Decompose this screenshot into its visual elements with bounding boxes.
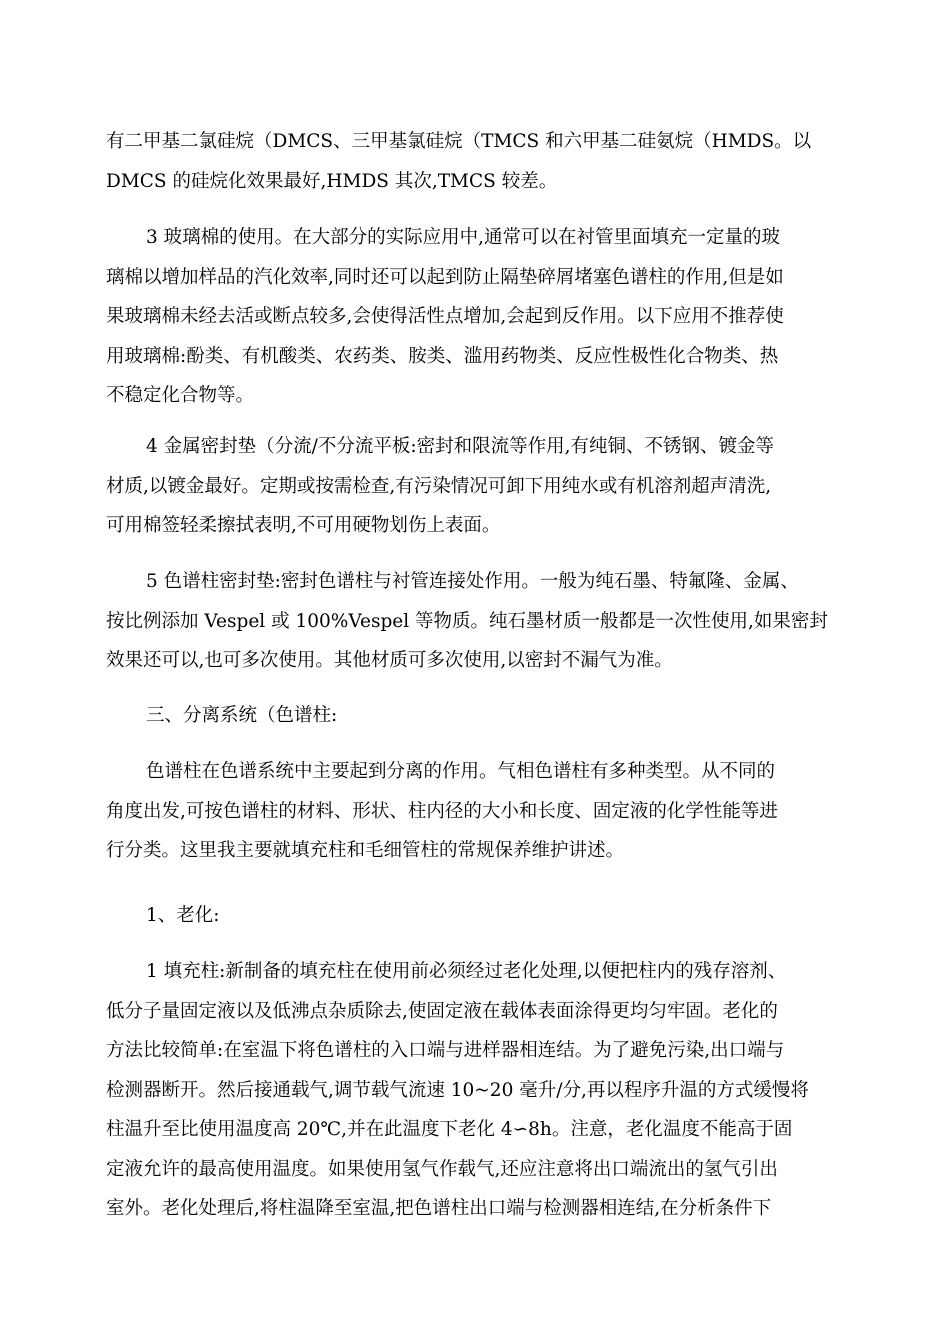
paragraph-packed-column <box>106 952 850 1229</box>
text-line: 璃棉以增加样品的汽化效率,同时还可以起到防止隔垫碎屑堵塞色谱柱的作用,但是如 <box>106 266 784 288</box>
paragraph-silanization <box>106 122 850 201</box>
text-line: 可用棉签轻柔擦拭表明,不可用硬物划伤上表面。 <box>106 515 501 536</box>
text-line: 4 金属密封垫（分流/不分流平板:密封和限流等作用,有纯铜、不锈钢、镀金等 <box>146 436 775 457</box>
text-line: 色谱柱在色谱系统中主要起到分离的作用。气相色谱柱有多种类型。从不同的 <box>146 761 776 782</box>
paragraph-metal-seal <box>106 427 850 546</box>
text-line: 柱温升至比使用温度高 20℃,并在此温度下老化 4∽8h。注意，老化温度不能高于固 <box>106 1119 793 1140</box>
text-line: 材质,以镀金最好。定期或按需检查,有污染情况可卸下用纯水或有机溶剂超声清洗, <box>106 475 772 497</box>
text-line: 用玻璃棉:酚类、有机酸类、农药类、胺类、滥用药物类、反应性极性化合物类、热 <box>106 345 779 367</box>
text-line: 效果还可以,也可多次使用。其他材质可多次使用,以密封不漏气为准。 <box>106 650 673 671</box>
text-line: 检测器断开。然后接通载气,调节载气流速 10~20 毫升/分,再以程序升温的方式缓慢将 <box>106 1079 809 1101</box>
paragraph-column-intro <box>106 752 850 871</box>
text-line: 1 填充柱:新制备的填充柱在使用前必须经过老化处理,以便把柱内的残存溶剂、 <box>146 961 787 982</box>
text-line: 行分类。这里我主要就填充柱和毛细管柱的常规保养维护讲述。 <box>106 840 625 861</box>
text-line: 定液允许的最高使用温度。如果使用氢气作载气,还应注意将出口端流出的氢气引出 <box>106 1158 778 1180</box>
text-line: 不稳定化合物等。 <box>106 385 255 406</box>
text-line: 低分子量固定液以及低沸点杂质除去,使固定液在载体表面涂得更均匀牢固。老化的 <box>106 1000 778 1022</box>
text-line: 方法比较简单:在室温下将色谱柱的入口端与进样器相连结。为了避免污染,出口端与 <box>106 1040 785 1061</box>
text-line: 3 玻璃棉的使用。在大部分的实际应用中,通常可以在衬管里面填充一定量的玻 <box>146 227 781 248</box>
text-line: 角度出发,可按色谱柱的材料、形状、柱内径的大小和长度、固定液的化学性能等进 <box>106 800 778 822</box>
subheading: 1、老化: <box>146 905 220 926</box>
section-heading: 三、分离系统（色谱柱: <box>146 705 338 726</box>
subheading-aging <box>106 896 850 936</box>
text-line: DMCS 的硅烷化效果最好,HMDS 其次,TMCS 较差。 <box>106 170 558 192</box>
text-line: 有二甲基二氯硅烷（DMCS、三甲基氯硅烷（TMCS 和六甲基二硅氨烷（HMDS。以 <box>106 131 812 152</box>
paragraph-column-seal <box>106 562 850 681</box>
text-line: 5 色谱柱密封垫:密封色谱柱与衬管连接处作用。一般为纯石墨、特氟隆、金属、 <box>146 571 799 592</box>
paragraph-glass-wool <box>106 218 850 416</box>
text-line: 按比例添加 Vespel 或 100%Vespel 等物质。纯石墨材质一般都是一次性使用,如果密封 <box>106 610 828 632</box>
text-line: 果玻璃棉未经去活或断点较多,会使得活性点增加,会起到反作用。以下应用不推荐使 <box>106 306 784 327</box>
section-heading-separation <box>106 696 850 736</box>
text-line: 室外。老化处理后,将柱温降至室温,把色谱柱出口端与检测器相连结,在分析条件下 <box>106 1198 772 1219</box>
